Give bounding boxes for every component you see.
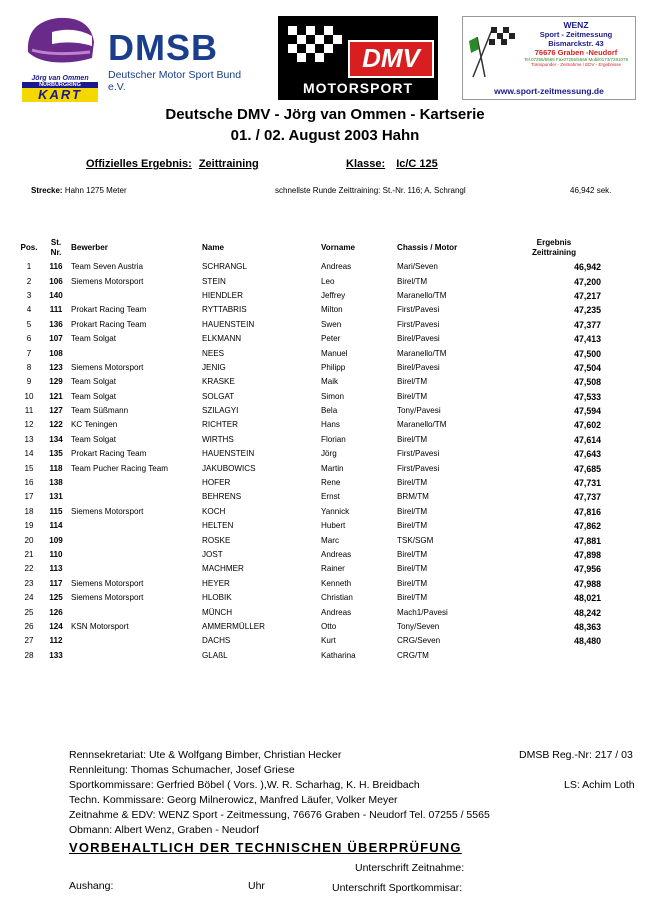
row-chassis: Mari/Seven [397,262,438,272]
row-nr: 113 [49,564,63,574]
class-label: Klasse: [346,158,386,170]
row-result: 47,533 [574,391,601,402]
table-row [14,490,605,504]
wenz-line2: Sport - Zeitmessung [539,30,613,39]
table-row [14,346,605,360]
row-name: KRASKE [202,377,235,387]
row-nr: 121 [49,391,63,401]
table-row [14,562,605,576]
row-result [507,649,605,663]
row-chassis: Maranello/TM [397,348,447,358]
row-name: RICHTER [202,420,238,430]
row-name: JENIG [202,362,226,372]
row-result: 48,480 [574,636,601,647]
row-chassis: Birel/TM [397,391,428,401]
row-pos: 17 [24,492,34,502]
results-table [14,236,605,663]
row-team: Siemens Motorsport [71,362,144,372]
row-team [68,346,202,360]
class-value: Ic/C 125 [396,158,438,170]
row-result: 47,862 [574,521,601,532]
row-pos: 4 [26,305,32,315]
footer-obmann: Obmann: Albert Wenz, Graben - Neudorf [69,824,260,836]
row-result: 48,021 [574,593,601,604]
row-result: 47,200 [574,276,601,287]
row-vorname: Katharina [321,650,356,660]
row-team [68,562,202,576]
row-vorname: Otto [321,621,337,631]
header-vorname: Vorname [321,243,356,252]
row-team: KSN Motorsport [71,621,129,631]
row-result: 47,377 [574,319,601,330]
row-team: Siemens Motorsport [71,578,144,588]
row-name: HOFER [202,478,231,488]
kart-logo-track: NÜRBURGRING [22,82,98,88]
wenz-logo-text [519,21,633,67]
row-chassis: Birel/TM [397,434,428,444]
row-team: Siemens Motorsport [71,593,144,603]
row-nr: 138 [49,478,63,488]
table-row [14,620,605,634]
row-team: Team Seven Austria [71,262,143,272]
table-row [14,332,605,346]
row-pos: 21 [24,550,34,559]
fastest-label: schnellste Runde Zeittraining: [275,186,381,195]
row-chassis: Birel/TM [397,550,428,559]
row-result: 47,602 [574,420,601,431]
row-team: Siemens Motorsport [71,506,144,516]
row-vorname: Jörg [321,449,337,459]
row-chassis: Maranello/TM [397,420,447,430]
row-pos: 23 [24,578,34,588]
footer-reg: DMSB Reg.-Nr: 217 / 03 [519,749,633,761]
row-pos: 26 [24,621,34,631]
row-chassis: Birel/TM [397,578,428,588]
row-result: 47,816 [574,506,601,517]
row-team: Prokart Racing Team [71,319,147,329]
row-chassis: Birel/TM [397,564,428,574]
row-result: 47,988 [574,578,601,589]
table-header-row [14,236,605,260]
row-vorname: Rainer [321,564,345,574]
row-name: JOST [202,550,223,559]
row-chassis: CRG/TM [397,650,429,660]
table-row [14,318,605,332]
row-nr: 123 [49,362,63,372]
row-nr: 125 [49,593,63,603]
fastest-lap [275,186,466,195]
table-row [14,404,605,418]
row-vorname: Yannick [321,506,350,516]
track-label: Strecke: [31,186,63,195]
row-nr: 106 [49,276,63,286]
row-nr: 127 [49,406,63,416]
row-vorname: Andreas [321,607,352,617]
row-team: KC Teningen [71,420,118,430]
table-row [14,418,605,432]
row-nr: 114 [49,521,63,531]
row-result: 47,956 [574,564,601,575]
table-row [14,505,605,519]
row-nr: 131 [49,492,63,502]
racing-flags-icon [467,23,517,79]
row-pos: 10 [24,391,34,401]
row-chassis: Birel/Pavesi [397,334,440,344]
row-vorname: Rene [321,478,341,488]
row-vorname: Philipp [321,362,346,372]
row-pos: 5 [26,319,32,329]
row-pos: 18 [24,506,34,516]
row-name: WIRTHS [202,434,234,444]
dmsb-logo [108,27,258,93]
row-name: DACHS [202,636,231,646]
table-row [14,476,605,490]
row-nr: 124 [49,621,63,631]
footer-disclaimer: VORBEHALTLICH DER TECHNISCHEN ÜBERPRÜFUNG [69,840,462,855]
row-pos: 1 [26,262,32,272]
wenz-line3: Bismarckstr. 43 [548,39,604,48]
header-result [507,236,605,260]
table-row [14,577,605,591]
table-row [14,274,605,288]
row-nr: 110 [49,550,63,559]
row-vorname: Andreas [321,550,352,559]
row-team: Team Solgat [71,377,116,387]
row-result: 47,500 [574,348,601,359]
row-pos: 7 [26,348,32,358]
dmsb-logo-word: DMSB [108,27,218,68]
row-team: Siemens Motorsport [71,276,144,286]
row-pos: 11 [24,406,34,416]
signature-timing: Unterschrift Zeitnahme: [355,862,465,874]
row-nr: 118 [49,463,63,473]
row-team [68,519,202,533]
row-name: MACHMER [202,564,244,574]
table-row [14,548,605,562]
result-label: Offizielles Ergebnis: [86,158,192,170]
row-vorname: Maik [321,377,339,387]
row-result: 48,363 [574,621,601,632]
row-pos: 12 [24,420,34,430]
table-row [14,433,605,447]
row-chassis: First/Pavesi [397,319,440,329]
footer-ls: LS: Achim Loth [564,779,635,791]
table-row [14,634,605,648]
footer-stewards: Sportkommissare: Gerfried Böbel ( Vors. ),W. R. Scharhag, K. H. Breidbach [69,779,420,791]
row-nr: 122 [49,420,63,430]
results-body [14,260,605,663]
row-nr: 133 [49,650,63,660]
header-nr-line1: St. [50,238,62,247]
wenz-logo [462,16,636,100]
wenz-line6: Transponder - Zeitnahme / EDV - Ergebnisse [530,62,622,67]
row-team [68,605,202,619]
row-nr: 109 [49,535,63,545]
row-chassis: Birel/TM [397,377,428,387]
row-vorname: Martin [321,463,344,473]
row-name: HAUENSTEIN [202,449,255,459]
header-team: Bewerber [71,243,108,252]
row-team [68,490,202,504]
header-result-line1: Ergebnis [536,238,572,247]
footer-race-direction: Rennleitung: Thomas Schumacher, Josef Griese [69,764,295,776]
row-vorname: Kurt [321,636,336,646]
row-nr: 108 [49,348,63,358]
dmv-logo-word: DMV [362,43,420,73]
row-nr: 107 [49,334,63,344]
kart-logo-word: KART [22,88,98,102]
row-vorname: Hubert [321,521,346,531]
row-result: 47,508 [574,377,601,388]
row-vorname: Manuel [321,348,348,358]
footer-timing: Zeitnahme & EDV: WENZ Sport - Zeitmessung, 76676 Graben - Neudorf Tel. 07255 / 5565 [69,809,490,821]
table-row [14,361,605,375]
row-pos: 16 [24,478,34,488]
aushang-label: Aushang: [69,880,114,892]
page-title: Deutsche DMV - Jörg van Ommen - Kartserie [165,106,485,123]
row-team: Prokart Racing Team [71,305,147,315]
row-pos: 19 [24,521,34,531]
row-vorname: Peter [321,334,341,344]
row-team: Team Pucher Racing Team [71,463,169,473]
row-vorname: Hans [321,420,340,430]
row-chassis: TSK/SGM [397,535,434,545]
page-subtitle: 01. / 02. August 2003 Hahn [230,127,420,144]
row-vorname: Milton [321,305,343,315]
row-name: SCHRANGL [202,262,247,272]
row-chassis: Mach1/Pavesi [397,607,448,617]
row-vorname: Bela [321,406,338,416]
row-name: KOCH [202,506,226,516]
track-value: Hahn 1275 Meter [64,186,127,195]
kart-logo [22,12,98,104]
wenz-url: www.sport-zeitmessung.de [494,86,604,96]
row-vorname: Ernst [321,492,340,502]
row-pos: 22 [24,564,34,574]
row-chassis: Birel/TM [397,276,428,286]
checkered-flag-icon [284,22,344,76]
row-name: SZILAGYI [202,406,239,416]
header-pos: Pos. [20,243,38,252]
row-nr: 135 [49,449,63,459]
row-chassis: Birel/Pavesi [397,362,440,372]
row-name: AMMERMÜLLER [202,621,265,631]
row-name: HIENDLER [202,290,243,300]
helmet-icon [22,12,98,72]
row-result: 47,413 [574,334,601,345]
row-nr: 129 [49,377,63,387]
dmsb-logo-sub: Deutscher Motor Sport Bund e.V. [108,69,242,93]
row-nr: 136 [49,319,63,329]
track-info [31,186,127,195]
row-result: 47,731 [574,478,601,489]
row-result: 47,685 [574,463,601,474]
row-chassis: First/Pavesi [397,449,440,459]
row-chassis: Tony/Pavesi [397,406,441,416]
row-nr: 134 [49,434,63,444]
wenz-line5: Tel.07255/5565 Fax07255/5566 Mobil0173/7281079 [523,57,629,62]
row-team: Team Solgat [71,391,116,401]
table-row [14,591,605,605]
row-result: 47,898 [574,550,601,560]
row-chassis: Birel/TM [397,478,428,488]
table-row [14,533,605,547]
row-chassis: Birel/TM [397,506,428,516]
row-nr: 126 [49,607,63,617]
header-nr-line2: Nr. [50,248,62,257]
row-name: RYTTABRIS [202,305,247,315]
row-pos: 2 [26,276,32,286]
table-row [14,519,605,533]
row-chassis: Birel/TM [397,593,428,603]
row-result: 47,594 [574,406,601,417]
wenz-line1: WENZ [563,20,589,30]
wenz-line4: 76676 Graben -Neudorf [534,48,618,57]
table-row [14,461,605,475]
table-row [14,289,605,303]
row-team [68,548,202,562]
row-pos: 13 [24,434,34,444]
row-pos: 15 [24,463,34,473]
row-result: 47,235 [574,305,601,316]
row-name: JAKUBOWICS [202,463,256,473]
header-nr [44,236,68,260]
row-chassis: First/Pavesi [397,463,440,473]
row-name: HELTEN [202,521,234,531]
class-info [346,158,438,170]
row-chassis: Birel/TM [397,521,428,531]
header-chassis: Chassis / Motor [397,243,458,252]
row-chassis: First/Pavesi [397,305,440,315]
row-name: HEYER [202,578,230,588]
row-vorname: Jeffrey [321,290,346,300]
row-nr: 116 [49,262,63,272]
row-pos: 3 [26,290,32,300]
row-result: 47,614 [574,434,601,445]
table-row [14,447,605,461]
row-name: GLAßL [202,650,228,660]
row-result: 47,881 [574,535,601,546]
row-team [68,649,202,663]
row-team: Team Süßmann [71,406,129,416]
table-row [14,649,605,663]
row-name: HAUENSTEIN [202,319,255,329]
row-name: ELKMANN [202,334,242,344]
row-name: MÜNCH [202,607,233,617]
table-row [14,260,605,274]
row-pos: 14 [24,449,34,459]
dmv-logo [278,16,438,100]
table-row [14,390,605,404]
row-vorname: Swen [321,319,342,329]
footer-secretariat: Rennsekretariat: Ute & Wolfgang Bimber, Christian Hecker [69,749,342,761]
row-result: 48,242 [574,607,601,618]
row-pos: 28 [24,650,34,660]
table-row [14,303,605,317]
row-name: ROSKE [202,535,231,545]
row-result: 47,737 [574,492,601,503]
row-team [68,476,202,490]
row-nr: 117 [49,578,63,588]
row-team [68,533,202,547]
row-pos: 20 [24,535,34,545]
row-result: 47,217 [574,290,601,301]
row-vorname: Florian [321,434,346,444]
row-team [68,634,202,648]
row-name: NEES [202,348,225,358]
row-nr: 111 [49,305,63,315]
row-chassis: BRM/TM [397,492,429,502]
uhr-label: Uhr [248,880,265,892]
row-vorname: Kenneth [321,578,352,588]
row-result: 47,504 [574,362,601,373]
row-pos: 6 [26,334,32,344]
row-pos: 25 [24,607,34,617]
fastest-value: St.-Nr. 116; A. Schrangl [382,186,466,195]
row-pos: 9 [26,377,32,387]
row-team [68,289,202,303]
header-result-line2: Zeittraining [531,248,577,257]
row-vorname: Andreas [321,262,352,272]
result-type [86,158,259,170]
row-vorname: Simon [321,391,344,401]
kart-logo-name: Jörg van Ommen [31,75,89,82]
row-name: SOLGAT [202,391,235,401]
table-row [14,605,605,619]
dmv-logo-sub: MOTORSPORT [302,80,414,96]
table-row [14,375,605,389]
result-value: Zeittraining [198,158,259,170]
row-result: 47,643 [574,449,601,460]
row-pos: 8 [26,362,32,372]
row-team: Team Solgat [71,434,116,444]
row-pos: 24 [24,593,34,603]
row-chassis: Maranello/TM [397,290,447,300]
row-team: Prokart Racing Team [71,449,147,459]
row-vorname: Christian [321,593,353,603]
row-vorname: Leo [321,276,335,286]
row-name: BEHRENS [202,492,242,502]
signature-sport: Unterschrift Sportkommisar: [332,882,463,894]
row-vorname: Marc [321,535,339,545]
row-name: HLOBIK [202,593,232,603]
row-name: STEIN [202,276,226,286]
row-nr: 140 [49,290,63,300]
footer-tech-stewards: Techn. Kommissare: Georg Milnerowicz, Manfred Läufer, Volker Meyer [69,794,398,806]
row-nr: 115 [49,506,63,516]
fastest-time: 46,942 sek. [570,186,612,195]
row-chassis: CRG/Seven [397,636,441,646]
row-result: 46,942 [574,262,601,273]
row-nr: 112 [49,636,63,646]
row-pos: 27 [24,636,34,646]
row-chassis: Tony/Seven [397,621,440,631]
row-team: Team Solgat [71,334,116,344]
header-name: Name [202,243,225,252]
